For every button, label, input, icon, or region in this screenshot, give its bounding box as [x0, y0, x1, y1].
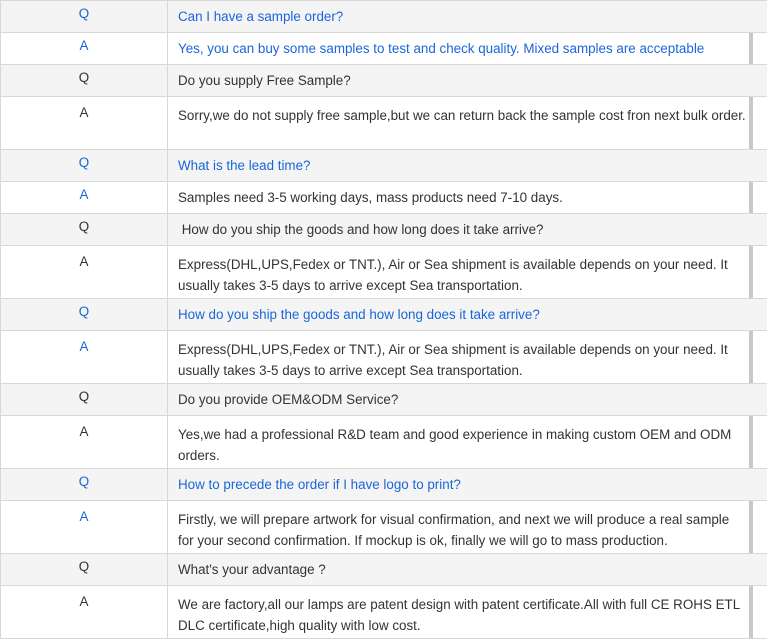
answer-marker: A: [1, 586, 168, 638]
faq-row-answer: [0, 97, 767, 150]
faq-row-question: [0, 1, 767, 33]
faq-row-question: [0, 384, 767, 416]
question-text: How do you ship the goods and how long does it take arrive?: [178, 222, 544, 237]
question-text: What's your advantage ?: [178, 562, 326, 577]
answer-text: Sorry,we do not supply free sample,but we can return back the sample cost fron next bulk order.: [178, 108, 746, 123]
faq-row-answer: [0, 586, 767, 639]
question-text: What is the lead time?: [178, 158, 311, 173]
cell-edge-bar: [749, 33, 753, 64]
question-marker: Q: [1, 469, 168, 500]
question-marker: Q: [1, 299, 168, 330]
cell-edge-bar: [749, 331, 753, 383]
answer-text: Express(DHL,UPS,Fedex or TNT.), Air or Sea shipment is available depends on your need. It usually takes 3-5 days to arrive except Sea transportation.: [178, 257, 728, 293]
answer-text: Express(DHL,UPS,Fedex or TNT.), Air or Sea shipment is available depends on your need. It usually takes 3-5 days to arrive except Sea transportation.: [178, 342, 728, 378]
faq-row-answer: [0, 182, 767, 214]
answer-marker: A: [1, 416, 168, 468]
cell-edge-bar: [749, 182, 753, 213]
cell-edge-bar: [749, 416, 753, 468]
answer-text: Firstly, we will prepare artwork for visual confirmation, and next we will produce a real sample for your second confirmation. If mockup is ok, finally we will go to mass production.: [178, 512, 730, 548]
faq-row-question: [0, 65, 767, 97]
question-text: Can I have a sample order?: [178, 9, 344, 24]
cell-edge-bar: [749, 246, 753, 298]
question-text: How do you ship the goods and how long does it take arrive?: [178, 307, 540, 322]
faq-row-answer: [0, 331, 767, 384]
faq-row-answer: [0, 501, 767, 554]
answer-marker: A: [1, 331, 168, 383]
answer-marker: A: [1, 97, 168, 149]
answer-marker: A: [1, 182, 168, 213]
answer-marker: A: [1, 501, 168, 553]
cell-edge-bar: [749, 97, 753, 149]
cell-edge-bar: [749, 586, 753, 638]
question-marker: Q: [1, 384, 168, 415]
faq-row-question: [0, 469, 767, 501]
answer-text: Samples need 3-5 working days, mass products need 7-10 days.: [178, 190, 563, 205]
question-text: Do you supply Free Sample?: [178, 73, 351, 88]
question-text: How to precede the order if I have logo to print?: [178, 477, 461, 492]
faq-row-answer: [0, 33, 767, 65]
answer-marker: A: [1, 246, 168, 298]
answer-text: We are factory,all our lamps are patent design with patent certificate.All with full CE ROHS ETL DLC certificate,high quality with low cost.: [178, 597, 740, 633]
question-marker: Q: [1, 214, 168, 245]
question-marker: Q: [1, 554, 168, 585]
answer-text: Yes,we had a professional R&D team and good experience in making custom OEM and ODM orders.: [178, 427, 732, 463]
faq-row-question: [0, 214, 767, 246]
cell-edge-bar: [749, 501, 753, 553]
question-marker: Q: [1, 150, 168, 181]
question-marker: Q: [1, 65, 168, 96]
answer-text: Yes, you can buy some samples to test and check quality. Mixed samples are acceptable: [178, 41, 705, 56]
answer-marker: A: [1, 33, 168, 64]
faq-row-answer: [0, 246, 767, 299]
faq-row-question: [0, 299, 767, 331]
question-text: Do you provide OEM&ODM Service?: [178, 392, 399, 407]
faq-row-question: [0, 150, 767, 182]
faq-row-question: [0, 554, 767, 586]
faq-row-answer: [0, 416, 767, 469]
question-marker: Q: [1, 1, 168, 32]
